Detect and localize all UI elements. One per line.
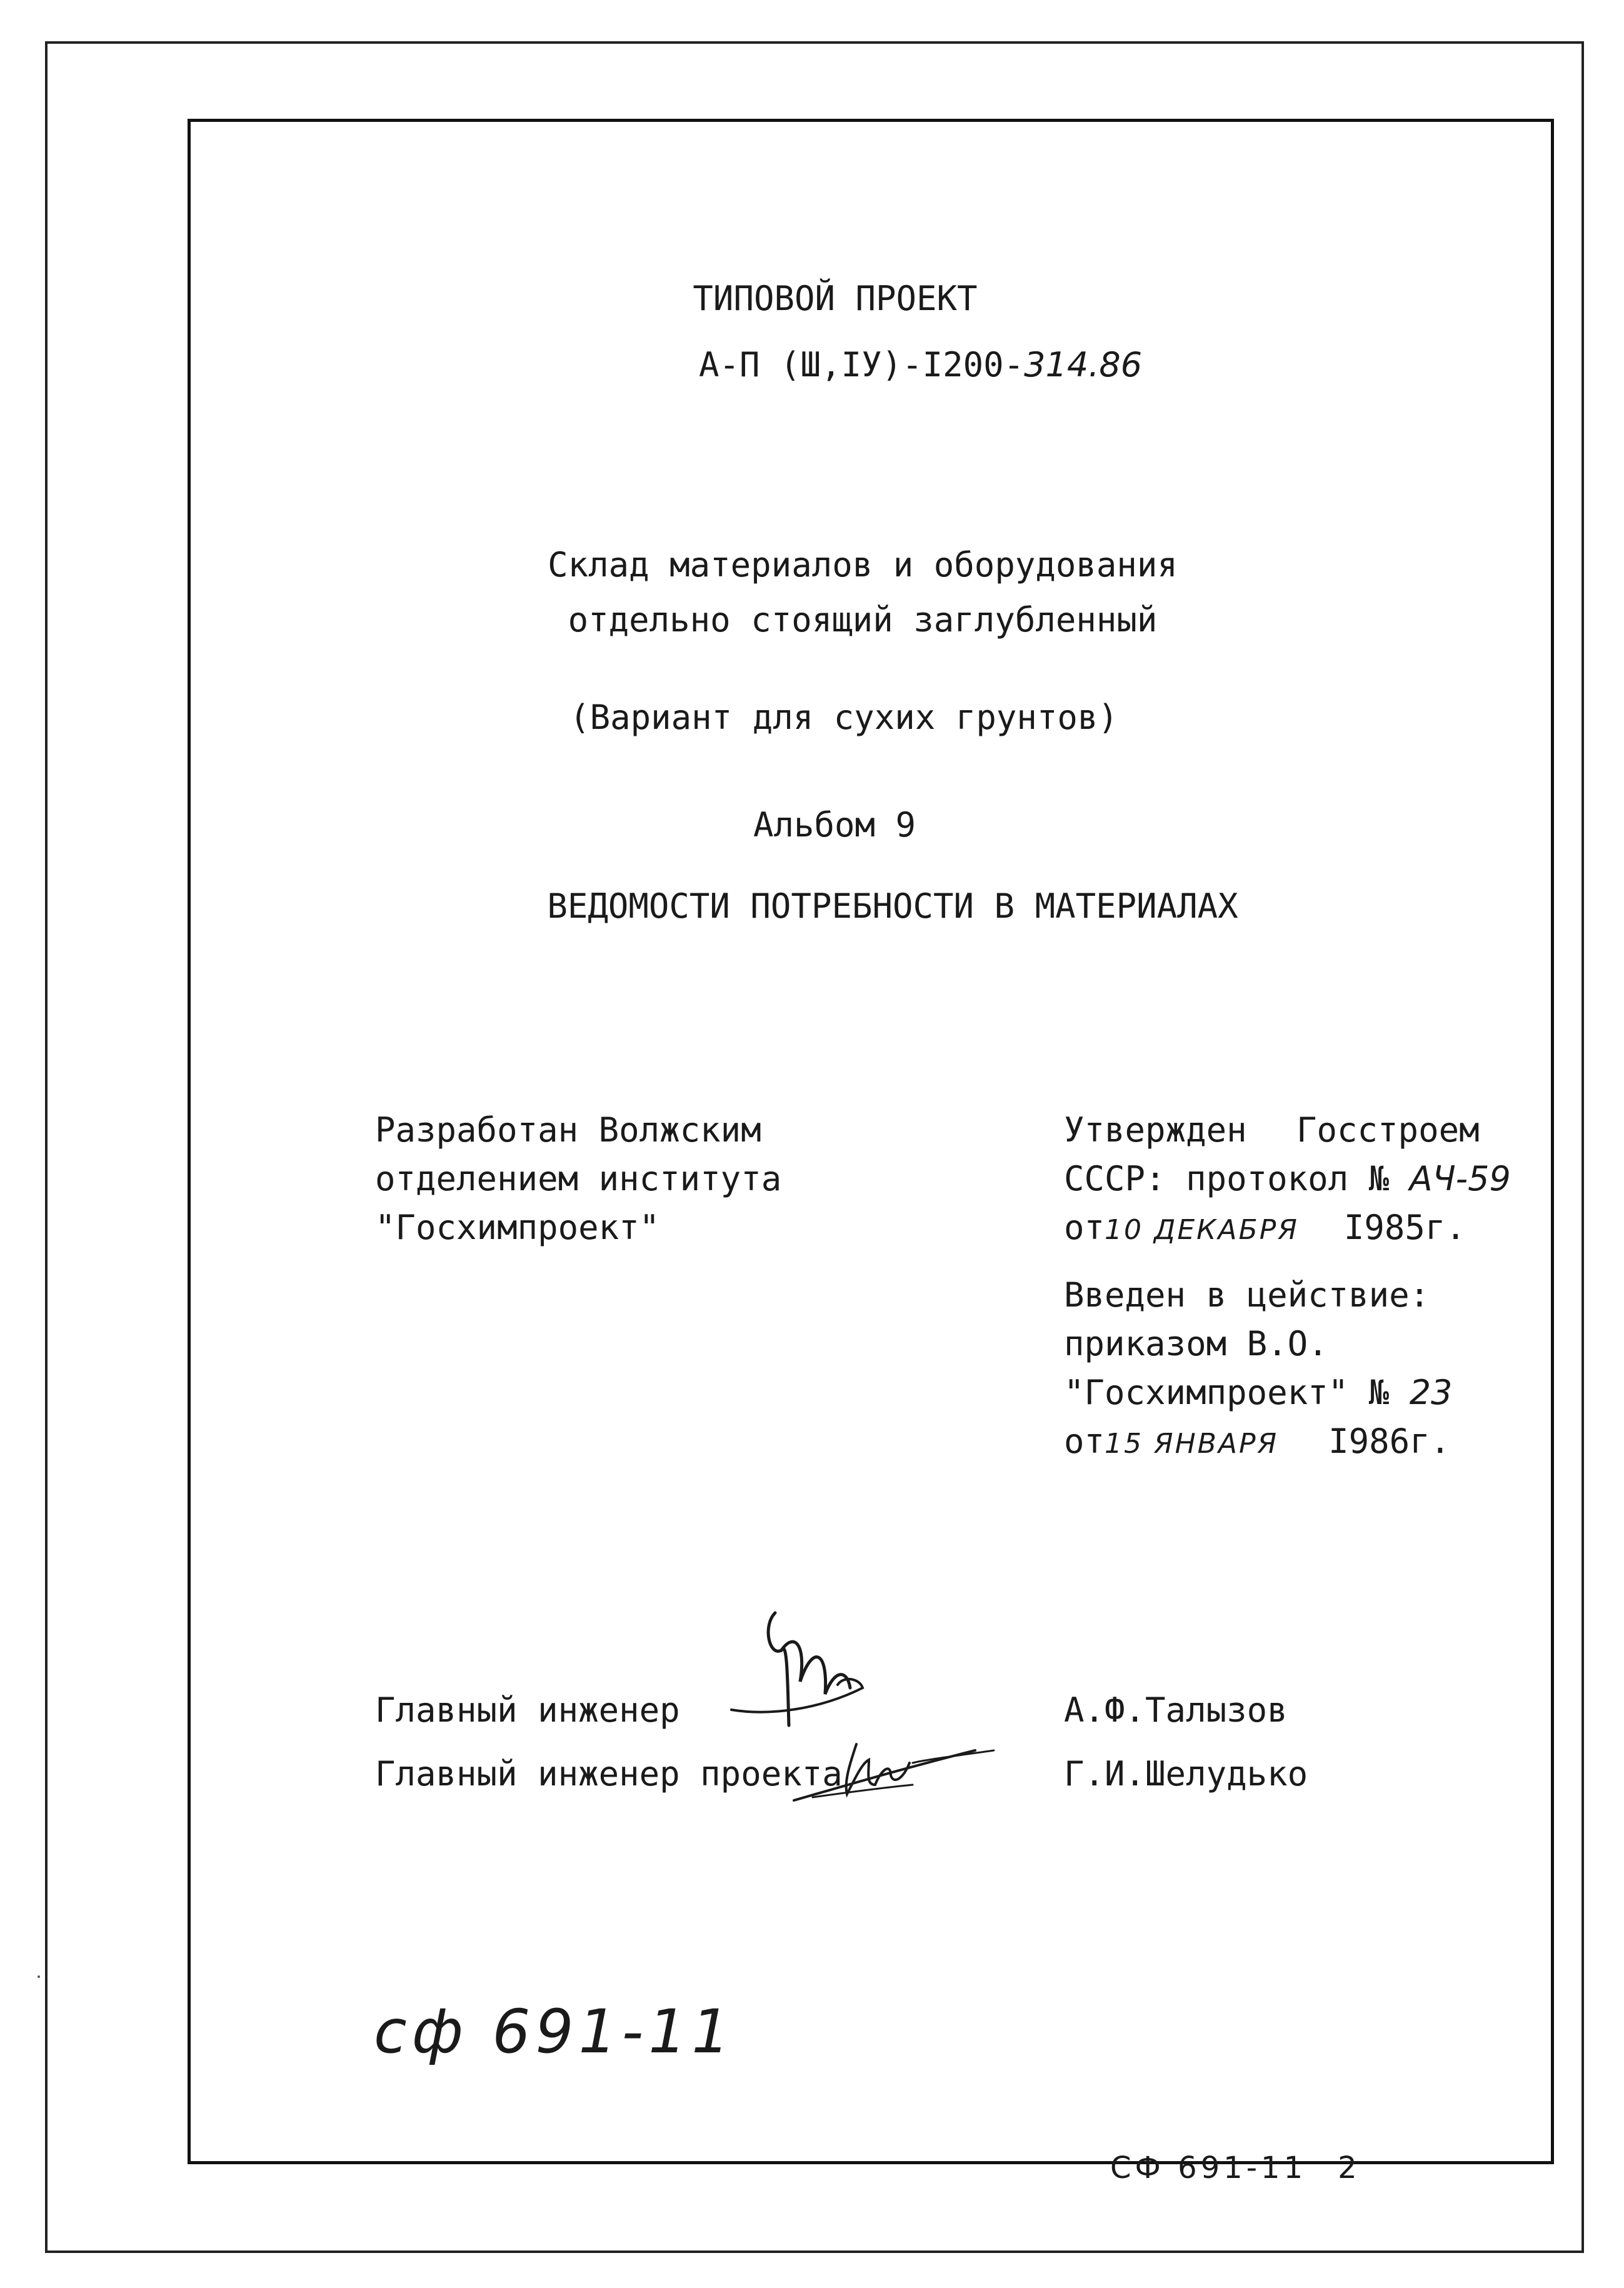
margin-mark <box>38 1975 40 1978</box>
developer-line-2: отделением института <box>375 1159 782 1198</box>
chief-engineer-label: Главный инженер <box>375 1690 680 1730</box>
project-code-handwritten: 314.86 <box>1024 345 1143 384</box>
chief-engineer-name: А.Ф.Талызов <box>1064 1690 1288 1730</box>
approval-protocol-number: АЧ-59 <box>1409 1159 1511 1198</box>
handwritten-archive-code: сф 691-11 <box>374 1997 735 2067</box>
enactment-line-3 <box>1064 1373 1452 1413</box>
developer-line-3: "Госхимпроект" <box>375 1208 660 1247</box>
subject-line-2: отдельно стоящий заглубленный <box>568 600 1158 640</box>
enactment-line-1: Введен в цействие: <box>1064 1275 1430 1315</box>
chief-engineer-signature <box>719 1600 881 1738</box>
enactment-date-handwritten: 15 ЯНВАРЯ <box>1105 1428 1279 1460</box>
enactment-order-number: 23 <box>1409 1373 1453 1412</box>
project-code <box>699 345 1142 385</box>
approval-year: I985г. <box>1343 1208 1466 1247</box>
footer-code <box>1110 2150 1361 2185</box>
footer-page-number: 2 <box>1338 2150 1361 2185</box>
approval-line-2 <box>1064 1159 1511 1199</box>
enactment-order-label: "Госхимпроект" № <box>1064 1373 1390 1412</box>
album-title: ВЕДОМОСТИ ПОТРЕБНОСТИ В МАТЕРИАЛАХ <box>547 886 1238 926</box>
project-code-printed: А-П (Ш,IУ)-I200- <box>699 345 1025 384</box>
document-type-title: ТИПОВОЙ ПРОЕКТ <box>693 279 978 318</box>
enactment-year: I986г. <box>1328 1422 1451 1461</box>
variant-note: (Вариант для сухих грунтов) <box>569 698 1118 737</box>
approval-line-1a: Утвержден <box>1064 1110 1247 1150</box>
project-engineer-signature <box>788 1725 1000 1819</box>
approval-date-handwritten: 10 ДЕКАБРЯ <box>1105 1214 1299 1246</box>
project-engineer-name: Г.И.Шелудько <box>1064 1754 1308 1794</box>
footer-archive-code: СФ 691-11 <box>1110 2150 1307 2185</box>
enactment-line-2: приказом В.О. <box>1064 1324 1328 1363</box>
approval-protocol-label: СССР: протокол № <box>1064 1159 1390 1198</box>
approval-line-3 <box>1064 1208 1466 1250</box>
project-engineer-label: Главный инженер проекта <box>375 1754 843 1794</box>
developer-line-1: Разработан Волжским <box>375 1110 761 1150</box>
subject-line-1: Склад материалов и оборудования <box>548 545 1178 585</box>
enactment-line-4 <box>1064 1422 1450 1464</box>
approval-date-prefix: от <box>1064 1208 1105 1247</box>
approval-line-1b: Госстроем <box>1296 1110 1480 1150</box>
enactment-date-prefix: от <box>1064 1422 1105 1461</box>
album-number: Альбом 9 <box>753 805 916 845</box>
